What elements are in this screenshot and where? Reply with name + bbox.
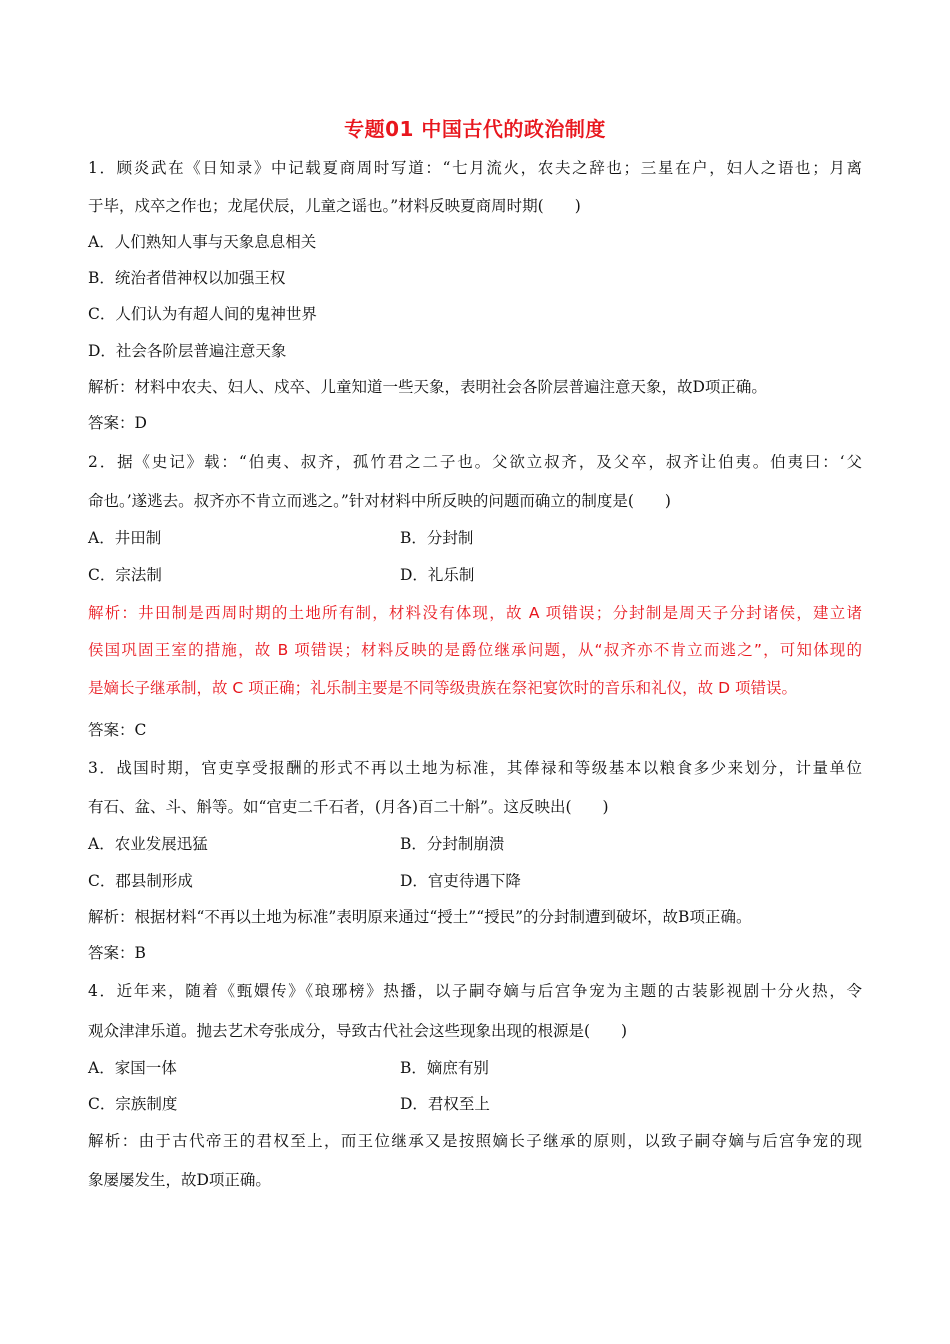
q1-answer: 答案：D: [88, 414, 147, 432]
q2-options-row-1: [88, 528, 474, 548]
q4-option-b: B．嫡庶有别: [400, 1059, 489, 1077]
q4-analysis-line-1: 解析：由于古代帝王的君权至上，而王位继承又是按照嫡长子继承的原则，以致子嗣夺嫡与后宫争宠的现: [88, 1132, 862, 1150]
q4-stem-line-2: 观众津津乐道。抛去艺术夸张成分，导致古代社会这些现象出现的根源是( ): [88, 1022, 628, 1040]
q2-option-b: B．分封制: [400, 529, 474, 547]
q2-option-a: A．井田制: [88, 529, 162, 547]
q3-option-c: C．郡县制形成: [88, 872, 193, 890]
q2-answer: 答案：C: [88, 721, 147, 739]
q4-options-row-1: [88, 1058, 489, 1078]
q3-option-d: D．官吏待遇下降: [400, 872, 521, 890]
q2-stem-line-1: 2．据《史记》载：“伯夷、叔齐，孤竹君之二子也。父欲立叔齐，及父卒，叔齐让伯夷。伯夷曰：‘父: [88, 453, 862, 471]
q4-stem-line-1: 4．近年来，随着《甄嬛传》《琅琊榜》热播，以子嗣夺嫡与后宫争宠为主题的古装影视剧十分火热，令: [88, 982, 862, 1000]
q2-analysis-line-1: 解析：井田制是西周时期的土地所有制，材料没有体现，故 A 项错误；分封制是周天子分封诸侯，建立诸: [88, 604, 862, 622]
q3-stem-line-2: 有石、盆、斗、斛等。如“官吏二千石者，(月各)百二十斛”。这反映出( ): [88, 798, 609, 816]
q1-analysis: 解析：材料中农夫、妇人、戍卒、儿童知道一些天象，表明社会各阶层普遍注意天象，故D项正确。: [88, 378, 767, 396]
q2-stem-line-2: 命也。’遂逃去。叔齐亦不肯立而逃之。”针对材料中所反映的问题而确立的制度是( ): [88, 492, 671, 510]
page-title: 专题01 中国古代的政治制度: [344, 117, 606, 141]
q4-option-a: A．家国一体: [88, 1059, 177, 1077]
q3-stem-line-1: 3．战国时期，官吏享受报酬的形式不再以土地为标准，其俸禄和等级基本以粮食多少来划分，计量单位: [88, 759, 862, 777]
q1-option-a: A．人们熟知人事与天象息息相关: [88, 233, 317, 251]
q4-options-row-2: [88, 1094, 490, 1114]
q3-analysis: 解析：根据材料“不再以土地为标准”表明原来通过“授土”“授民”的分封制遭到破坏，故B项正确。: [88, 908, 752, 926]
q2-analysis-line-3: 是嫡长子继承制，故 C 项正确；礼乐制主要是不同等级贵族在祭祀宴饮时的音乐和礼仪，故 D 项错误。: [88, 679, 797, 697]
q1-stem-line-2: 于毕，戍卒之作也；龙尾伏辰，儿童之谣也。”材料反映夏商周时期( ): [88, 197, 581, 215]
q4-option-d: D．君权至上: [400, 1095, 490, 1113]
q3-option-a: A．农业发展迅猛: [88, 835, 208, 853]
q3-options-row-1: [88, 834, 505, 854]
q1-stem-line-1: 1．顾炎武在《日知录》中记载夏商周时写道：“七月流火，农夫之辞也；三星在户，妇人之语也；月离: [88, 159, 862, 177]
q2-option-d: D．礼乐制: [400, 566, 475, 584]
q1-option-b: B．统治者借神权以加强王权: [88, 269, 286, 287]
q1-option-d: D．社会各阶层普遍注意天象: [88, 342, 287, 360]
q2-analysis-line-2: 侯国巩固王室的措施，故 B 项错误；材料反映的是爵位继承问题，从“叔齐亦不肯立而逃之”，可知体现的: [88, 641, 862, 659]
q2-option-c: C．宗法制: [88, 566, 162, 584]
q3-answer: 答案：B: [88, 944, 146, 962]
q3-option-b: B．分封制崩溃: [400, 835, 505, 853]
q1-option-c: C．人们认为有超人间的鬼神世界: [88, 305, 317, 323]
q4-option-c: C．宗族制度: [88, 1095, 178, 1113]
q4-analysis-line-2: 象屡屡发生，故D项正确。: [88, 1171, 271, 1189]
q3-options-row-2: [88, 871, 521, 891]
q2-options-row-2: [88, 565, 475, 585]
